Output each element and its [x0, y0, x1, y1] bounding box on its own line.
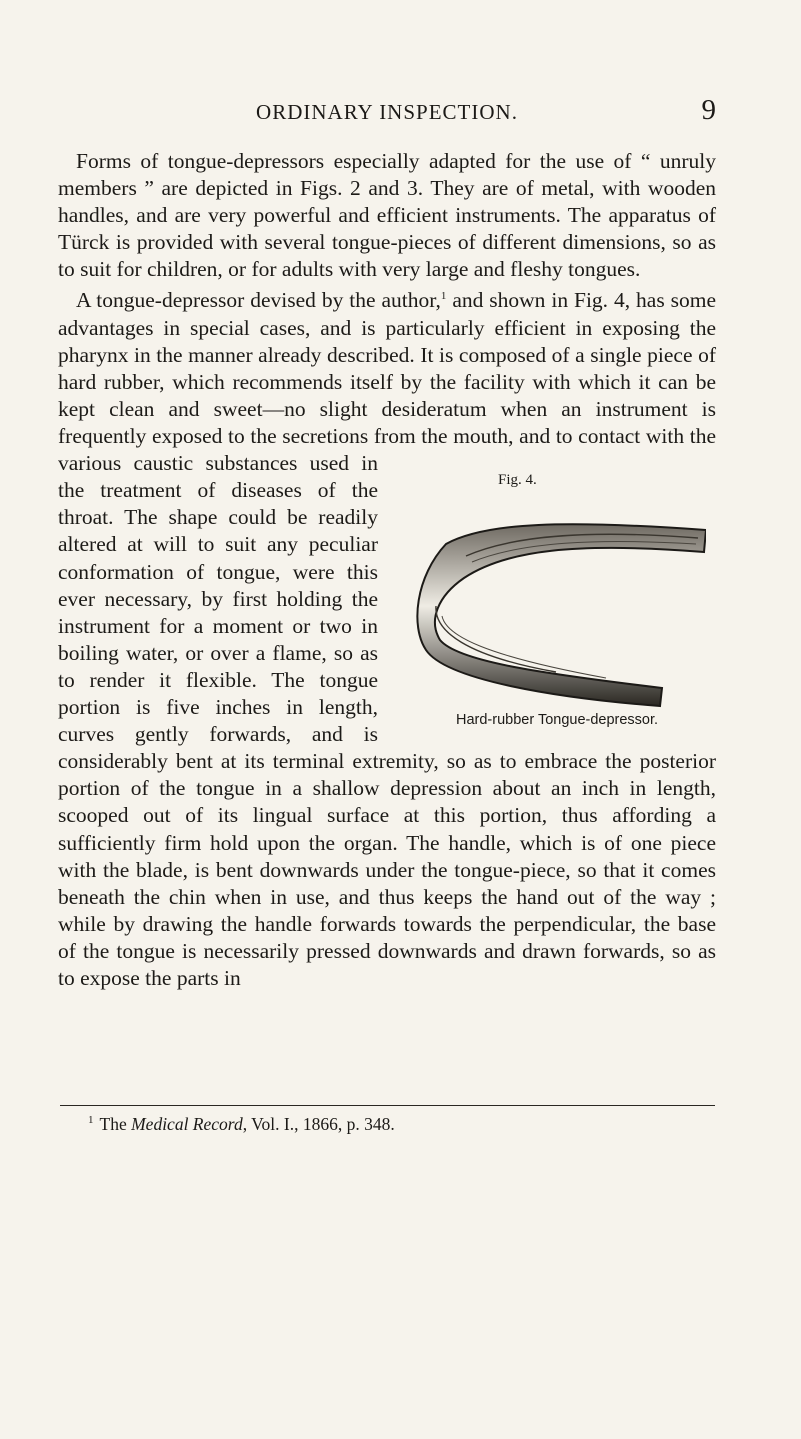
figure-4	[406, 468, 726, 768]
paragraph-2-rest: and shown in Fig. 4, has some advantages in special cases, and is particularly efficient in exposing the pharynx in the manner already described. It is composed of a single piece of hard rubber, which recommends itself by the facility with which it can be kept clean and sweet—no slight desideratum when an instrument is frequently exposed to the secretions from the mouth,	[58, 288, 716, 449]
page-header	[58, 90, 716, 130]
footnote-rule	[60, 1105, 715, 1106]
footnote-marker: 1	[88, 1114, 94, 1127]
page-number: 9	[701, 94, 716, 126]
footnote	[88, 1114, 395, 1135]
footnote-pre: The	[99, 1114, 132, 1134]
paragraph-1: Forms of tongue-depressors especially adapted for the use of “ unruly members ” are depicted in Figs. 2 and 3. They are of metal, with wooden handles, and are very powerful and efficient instruments. The apparatus of Türck is provided with several tongue-pieces of different dimensions, so as to suit for children, or for adults with very large and fleshy tongues.	[58, 149, 716, 282]
figure-caption: Hard-rubber Tongue-depressor.	[456, 712, 659, 728]
figure-label: Fig. 4.	[498, 472, 537, 488]
footnote-post: , Vol. I., 1866, p. 348.	[242, 1114, 395, 1134]
tongue-depressor-illustration	[406, 516, 706, 726]
running-head: ORDINARY INSPECTION.	[256, 100, 518, 124]
paragraph-2-tail: and to contact with the various caustic substances used in the treatment of diseases of the throat. The shape could be readily altered at will to suit any peculiar conformation of tongue, were this ever necessary, by first holding the instrument for a moment or two in boiling water, or over a flame, so as to render it flexible. The tongue portion is five inches in length, curves gently forwards, and is considerably bent at its terminal extremity, so as to embrace the posterior portion of the tongue in a shallow depression about an inch in length, scooped out of its lingual surface at this portion, thus affording a sufficiently firm hold upon the organ. The handle, which is of one piece with the blade, is bent downwards under the tongue-piece, so that it comes beneath the chin when in use, and thus keeps the hand out of the way ; while by drawing the handle forwards towards the perpendicular, the base of the tongue is necessarily pressed downwards and drawn forwards, so as to expose the parts in	[58, 424, 716, 990]
footnote-title: Medical Record	[131, 1114, 243, 1134]
footnote-reference: 1	[440, 290, 447, 303]
paragraph-2-start: A tongue-depressor devised by the author,	[76, 288, 441, 313]
